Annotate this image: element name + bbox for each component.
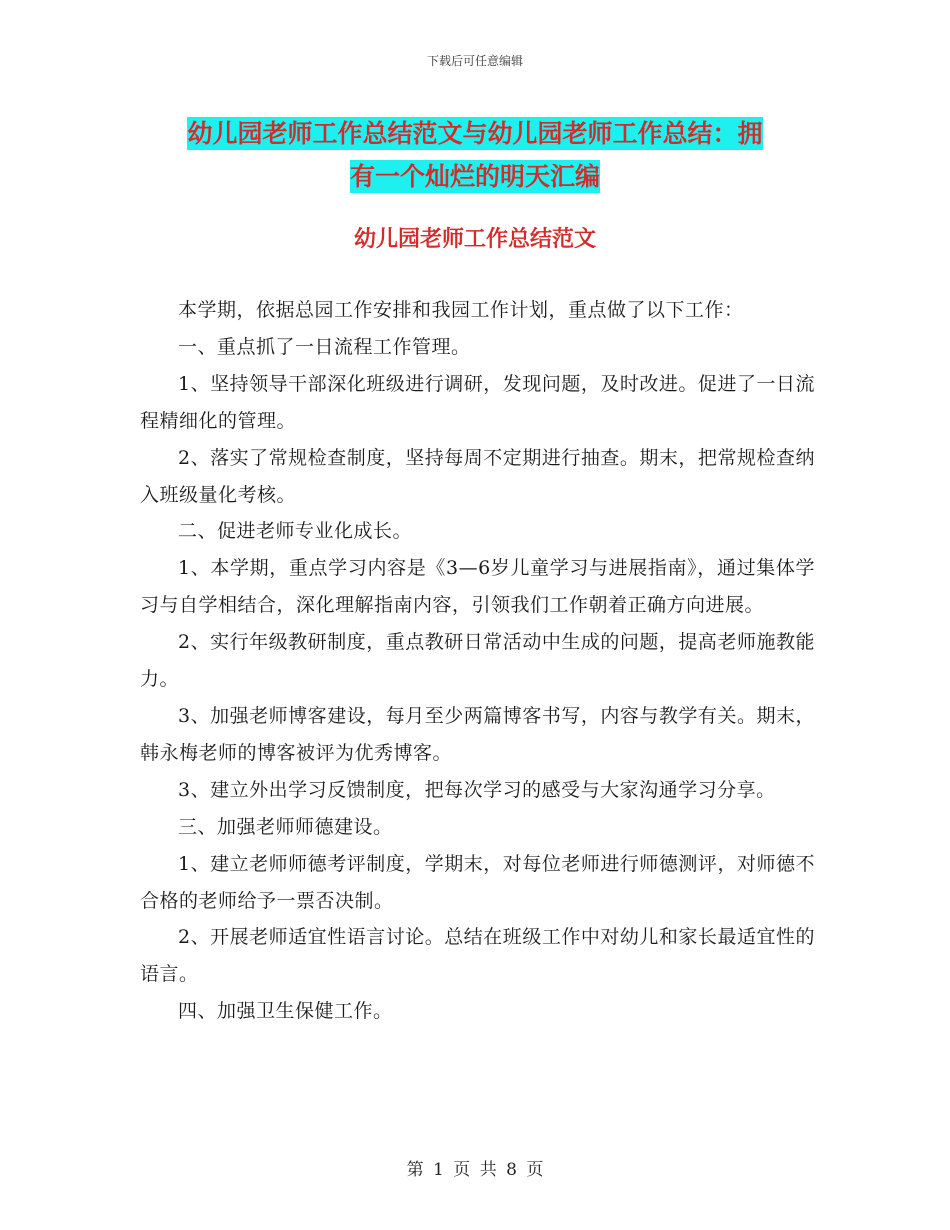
paragraph: 1、建立老师师德考评制度，学期末，对每位老师进行师德测评，对师德不合格的老师给予一票否决制。	[140, 852, 815, 912]
paragraph: 1、坚持领导干部深化班级进行调研，发现问题，及时改进。促进了一日流程精细化的管理。	[140, 372, 815, 432]
section-title: 幼儿园老师工作总结范文	[353, 227, 596, 252]
paragraph: 2、开展老师适宜性语言讨论。总结在班级工作中对幼儿和家长最适宜性的语言。	[140, 926, 815, 986]
paragraph: 1、本学期，重点学习内容是《3—6岁儿童学习与进展指南》，通过集体学习与自学相结合，深化理解指南内容，引领我们工作朝着正确方向进展。	[140, 557, 815, 617]
paragraph: 四、加强卫生保健工作。	[178, 1000, 393, 1023]
paragraph: 二、促进老师专业化成长。	[178, 520, 413, 543]
paragraph: 2、实行年级教研制度，重点教研日常活动中生成的问题，提高老师施教能力。	[140, 631, 815, 691]
page-header: 下载后可任意编辑	[426, 54, 523, 68]
document-body	[140, 292, 815, 1030]
paragraph: 3、加强老师博客建设，每月至少两篇博客书写，内容与教学有关。期末，韩永梅老师的博客被评为优秀博客。	[140, 704, 815, 764]
paragraph: 3、建立外出学习反馈制度，把每次学习的感受与大家沟通学习分享。	[178, 778, 776, 801]
title-line-1: 幼儿园老师工作总结范文与幼儿园老师工作总结：拥	[187, 119, 763, 148]
document-title	[140, 112, 810, 198]
page-footer: 第 1 页 共 8 页	[406, 1160, 544, 1180]
paragraph: 本学期，依据总园工作安排和我园工作计划，重点做了以下工作：	[178, 299, 744, 321]
title-line-2: 有一个灿烂的明天汇编	[349, 162, 600, 191]
paragraph: 一、重点抓了一日流程工作管理。	[178, 335, 471, 358]
paragraph: 三、加强老师师德建设。	[178, 815, 393, 838]
paragraph: 2、落实了常规检查制度，坚持每周不定期进行抽查。期末，把常规检查纳入班级量化考核。	[140, 446, 815, 506]
